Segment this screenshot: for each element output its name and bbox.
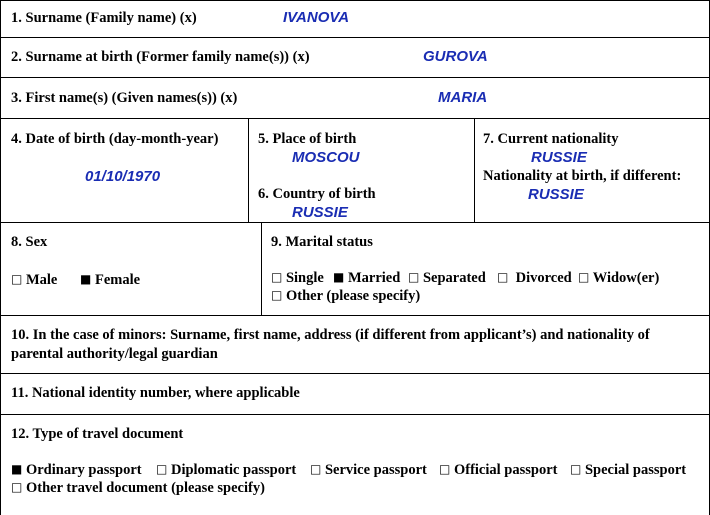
marital-option-label: Single: [285, 270, 324, 286]
current-nationality-value[interactable]: RUSSIE: [531, 149, 587, 166]
marital-option-widower[interactable]: [578, 269, 659, 287]
male-checkbox[interactable]: □: [11, 272, 23, 286]
travel-doc-option-diplomatic[interactable]: [156, 461, 296, 479]
other-marital-checkbox[interactable]: □: [271, 288, 283, 302]
travel-document-label: 12. Type of travel document: [11, 426, 184, 442]
travel-doc-option-label: Official passport: [453, 462, 558, 478]
sex-option-label: Male: [25, 272, 58, 288]
nationality-cell: [474, 119, 709, 222]
marital-option-label: Widow(er): [592, 270, 660, 286]
surname-value[interactable]: IVANOVA: [283, 9, 350, 26]
travel-doc-option-label: Ordinary passport: [25, 462, 142, 478]
special-passport-checkbox[interactable]: □: [570, 462, 582, 476]
marital-option-other[interactable]: [271, 287, 420, 305]
first-name-row: [0, 77, 710, 119]
marital-option-label: Married: [347, 270, 401, 286]
travel-doc-option-other[interactable]: [11, 479, 265, 497]
national-id-row: [0, 373, 710, 415]
marital-option-married[interactable]: [333, 269, 400, 287]
divorced-checkbox[interactable]: □: [497, 270, 509, 284]
ordinary-passport-checkbox[interactable]: ■: [11, 462, 23, 476]
travel-doc-option-official[interactable]: [439, 461, 557, 479]
surname-label: 1. Surname (Family name) (x): [11, 10, 197, 26]
birth-details-row: [0, 118, 710, 223]
date-of-birth-cell: [1, 119, 249, 222]
country-of-birth-value[interactable]: RUSSIE: [292, 204, 348, 221]
marital-status-label: 9. Marital status: [271, 234, 373, 250]
other-travel-doc-checkbox[interactable]: □: [11, 480, 23, 494]
married-checkbox[interactable]: ■: [333, 270, 345, 284]
separated-checkbox[interactable]: □: [408, 270, 420, 284]
place-country-of-birth-cell: [248, 119, 475, 222]
surname-at-birth-value[interactable]: GUROVA: [423, 48, 488, 65]
sex-marital-row: [0, 222, 710, 316]
travel-doc-option-label: Diplomatic passport: [170, 462, 297, 478]
first-name-label: 3. First name(s) (Given names(s)) (x): [11, 90, 238, 106]
official-passport-checkbox[interactable]: □: [439, 462, 451, 476]
widower-checkbox[interactable]: □: [578, 270, 590, 284]
place-of-birth-value[interactable]: MOSCOU: [292, 149, 360, 166]
marital-option-label: Separated: [422, 270, 486, 286]
service-passport-checkbox[interactable]: □: [310, 462, 322, 476]
sex-cell: [1, 223, 262, 315]
marital-option-separated[interactable]: [408, 269, 486, 287]
travel-doc-option-label: Service passport: [324, 462, 427, 478]
minors-guardian-label: 10. In the case of minors: Surname, first name, address (if different from applicant’s) and nationality of parental authority/legal guardian: [11, 327, 650, 362]
marital-option-label: Divorced: [515, 270, 572, 286]
surname-row: [0, 0, 710, 38]
country-of-birth-label: 6. Country of birth: [258, 186, 376, 202]
date-of-birth-value[interactable]: 01/10/1970: [85, 168, 161, 185]
marital-option-label: Other (please specify): [285, 288, 421, 304]
surname-at-birth-label: 2. Surname at birth (Former family name(s)) (x): [11, 49, 310, 65]
marital-option-single[interactable]: [271, 269, 324, 287]
travel-doc-option-label: Other travel document (please specify): [25, 480, 265, 496]
travel-doc-option-service[interactable]: [310, 461, 427, 479]
place-of-birth-label: 5. Place of birth: [258, 131, 357, 147]
travel-doc-option-label: Special passport: [584, 462, 687, 478]
female-checkbox[interactable]: ■: [80, 272, 92, 286]
sex-label: 8. Sex: [11, 234, 48, 250]
surname-at-birth-row: [0, 37, 710, 78]
minors-guardian-row: [0, 315, 710, 374]
nationality-at-birth-value[interactable]: RUSSIE: [528, 186, 584, 203]
first-name-value[interactable]: MARIA: [438, 89, 488, 106]
national-id-label: 11. National identity number, where applicable: [11, 385, 300, 401]
nationality-at-birth-label: Nationality at birth, if different:: [483, 168, 682, 184]
date-of-birth-label: 4. Date of birth (day-month-year): [11, 131, 219, 147]
single-checkbox[interactable]: □: [271, 270, 283, 284]
marital-option-divorced[interactable]: [497, 269, 572, 287]
travel-doc-option-ordinary[interactable]: [11, 461, 142, 479]
marital-status-cell: [261, 223, 709, 315]
diplomatic-passport-checkbox[interactable]: □: [156, 462, 168, 476]
sex-option-male[interactable]: [11, 271, 57, 289]
current-nationality-label: 7. Current nationality: [483, 131, 619, 147]
travel-document-row: [0, 414, 710, 515]
sex-option-female[interactable]: [80, 271, 140, 289]
travel-doc-option-special[interactable]: [570, 461, 686, 479]
sex-option-label: Female: [94, 272, 141, 288]
